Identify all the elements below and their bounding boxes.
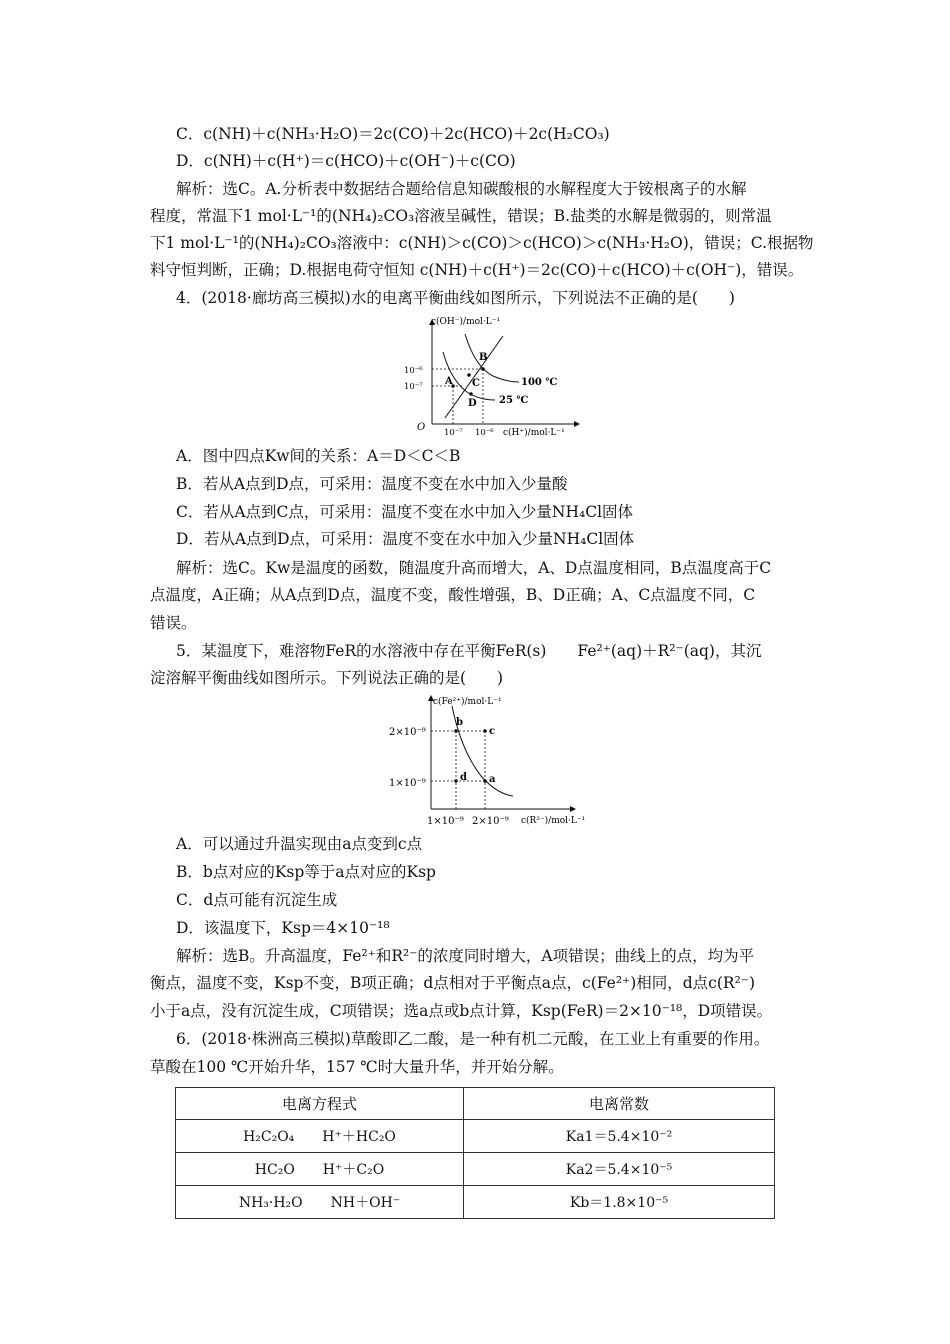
y-tick-1e-6: 10⁻⁶ — [404, 366, 423, 376]
equation-cell: H₂C₂O₄ H⁺＋HC₂O — [176, 1120, 464, 1153]
q5-answer-line-1: 解析：选B。升高温度，Fe²⁺和R²⁻的浓度同时增大，A项错误；曲线上的点，均为平 — [176, 947, 755, 965]
x-tick-1e-7: 10⁻⁷ — [444, 428, 463, 438]
q5-answer-line-2: 衡点，温度不变，Ksp不变，B项正确；d点相对于平衡点a点，c(Fe²⁺)相同，d点c(R²⁻) — [150, 974, 756, 992]
q3-option-d: D．c(NH)＋c(H⁺)＝c(HCO)＋c(OH⁻)＋c(CO) — [176, 152, 516, 170]
q5-option-c: C．d点可能有沉淀生成 — [176, 891, 338, 909]
x-axis-label: c(R²⁻)/mol·L⁻¹ — [521, 816, 586, 826]
point-a: a — [489, 774, 496, 785]
constant-cell: Kb＝1.8×10⁻⁵ — [464, 1186, 775, 1219]
point-d: D — [468, 398, 477, 409]
table-row — [176, 1153, 775, 1186]
point-b: b — [456, 717, 463, 728]
q5-option-a: A．可以通过升温实现由a点变到c点 — [176, 835, 423, 853]
solubility-equilibrium-figure — [385, 690, 600, 830]
q4-option-c: C．若从A点到C点，可采用：温度不变在水中加入少量NH₄Cl固体 — [176, 503, 634, 521]
q4-answer-line-3: 错误。 — [150, 614, 197, 632]
q4-answer-line-2: 点温度，A正确；从A点到D点，温度不变，酸性增强，B、D正确；A、C点温度不同，C — [150, 586, 756, 604]
y-axis-label: c(OH⁻)/mol·L⁻¹ — [431, 317, 501, 327]
q5-stem-line-1: 5．某温度下，难溶物FeR的水溶液中存在平衡FeR(s) Fe²⁺(aq)＋R²⁻(aq)，其沉 — [176, 642, 762, 660]
q4-answer-line-1: 解析：选C。Kw是温度的函数，随温度升高而增大，A、D点温度相同，B点温度高于C — [176, 559, 772, 577]
x-tick-2e-9: 2×10⁻⁹ — [472, 816, 509, 827]
water-ionization-figure — [395, 312, 595, 440]
point-b: B — [479, 352, 488, 363]
q3-answer-line-3: 下1 mol·L⁻¹的(NH₄)₂CO₃溶液中：c(NH)＞c(CO)＞c(HCO)＞c(NH₃·H₂O)，错误；C.根据物 — [150, 234, 814, 252]
q4-option-a: A．图中四点Kw间的关系：A＝D＜C＜B — [176, 447, 461, 465]
q3-answer-line-2: 程度，常温下1 mol·L⁻¹的(NH₄)₂CO₃溶液呈碱性，错误；B.盐类的水解是微弱的，则常温 — [150, 207, 772, 225]
constant-cell: Ka2＝5.4×10⁻⁵ — [464, 1153, 775, 1186]
curve-100c-label: 100 ℃ — [521, 377, 558, 388]
table-header-row — [176, 1088, 775, 1120]
point-d: d — [460, 772, 467, 783]
point-c: C — [472, 378, 480, 389]
x-tick-1e-6: 10⁻⁶ — [475, 428, 494, 438]
q5-answer-line-3: 小于a点，没有沉淀生成，C项错误；选a点或b点计算，Ksp(FeR)＝2×10⁻¹⁸，D项错误。 — [150, 1002, 773, 1020]
point-a: A — [445, 376, 453, 387]
table-row — [176, 1186, 775, 1219]
y-tick-2e-9: 2×10⁻⁹ — [389, 727, 426, 738]
q6-stem-line-2: 草酸在100 ℃开始升华，157 ℃时大量升华，并开始分解。 — [150, 1058, 564, 1076]
q4-option-d: D．若从A点到D点，可采用：温度不变在水中加入少量NH₄Cl固体 — [176, 530, 635, 548]
constant-cell: Ka1＝5.4×10⁻² — [464, 1120, 775, 1153]
curve-25c-label: 25 ℃ — [499, 395, 529, 406]
y-tick-1e-9: 1×10⁻⁹ — [389, 778, 426, 789]
q3-answer-line-1: 解析：选C。A.分析表中数据结合题给信息知碳酸根的水解程度大于铵根离子的水解 — [176, 180, 747, 198]
ionization-constants-table — [175, 1087, 775, 1219]
q5-option-d: D．该温度下，Ksp＝4×10⁻¹⁸ — [176, 919, 390, 937]
equation-cell: HC₂O H⁺＋C₂O — [176, 1153, 464, 1186]
y-tick-1e-7: 10⁻⁷ — [404, 382, 423, 392]
q5-stem-line-2: 淀溶解平衡曲线如图所示。下列说法正确的是( ) — [150, 669, 504, 687]
q4-option-b: B．若从A点到D点，可采用：温度不变在水中加入少量酸 — [176, 475, 568, 493]
table-row — [176, 1120, 775, 1153]
equation-cell: NH₃·H₂O NH＋OH⁻ — [176, 1186, 464, 1219]
y-axis-label: c(Fe²⁺)/mol·L⁻¹ — [433, 697, 502, 707]
q3-option-c: C．c(NH)＋c(NH₃·H₂O)＝2c(CO)＋2c(HCO)＋2c(H₂CO₃) — [176, 125, 610, 143]
point-c: c — [489, 726, 496, 737]
q5-option-b: B．b点对应的Ksp等于a点对应的Ksp — [176, 863, 436, 881]
header-equation: 电离方程式 — [176, 1088, 464, 1120]
q4-stem: 4．(2018·廊坊高三模拟)水的电离平衡曲线如图所示，下列说法不正确的是( ) — [176, 289, 735, 307]
q6-stem-line-1: 6．(2018·株洲高三模拟)草酸即乙二酸，是一种有机二元酸，在工业上有重要的作用。 — [176, 1030, 770, 1048]
origin-label: O — [417, 422, 426, 433]
q3-answer-line-4: 料守恒判断，正确；D.根据电荷守恒知 c(NH)＋c(H⁺)＝2c(CO)＋c(HCO)＋c(OH⁻)，错误。 — [150, 261, 804, 279]
curve-100c — [465, 334, 519, 382]
x-axis-label: c(H⁺)/mol·L⁻¹ — [503, 428, 565, 438]
x-tick-1e-9: 1×10⁻⁹ — [427, 816, 464, 827]
header-constant: 电离常数 — [464, 1088, 775, 1120]
